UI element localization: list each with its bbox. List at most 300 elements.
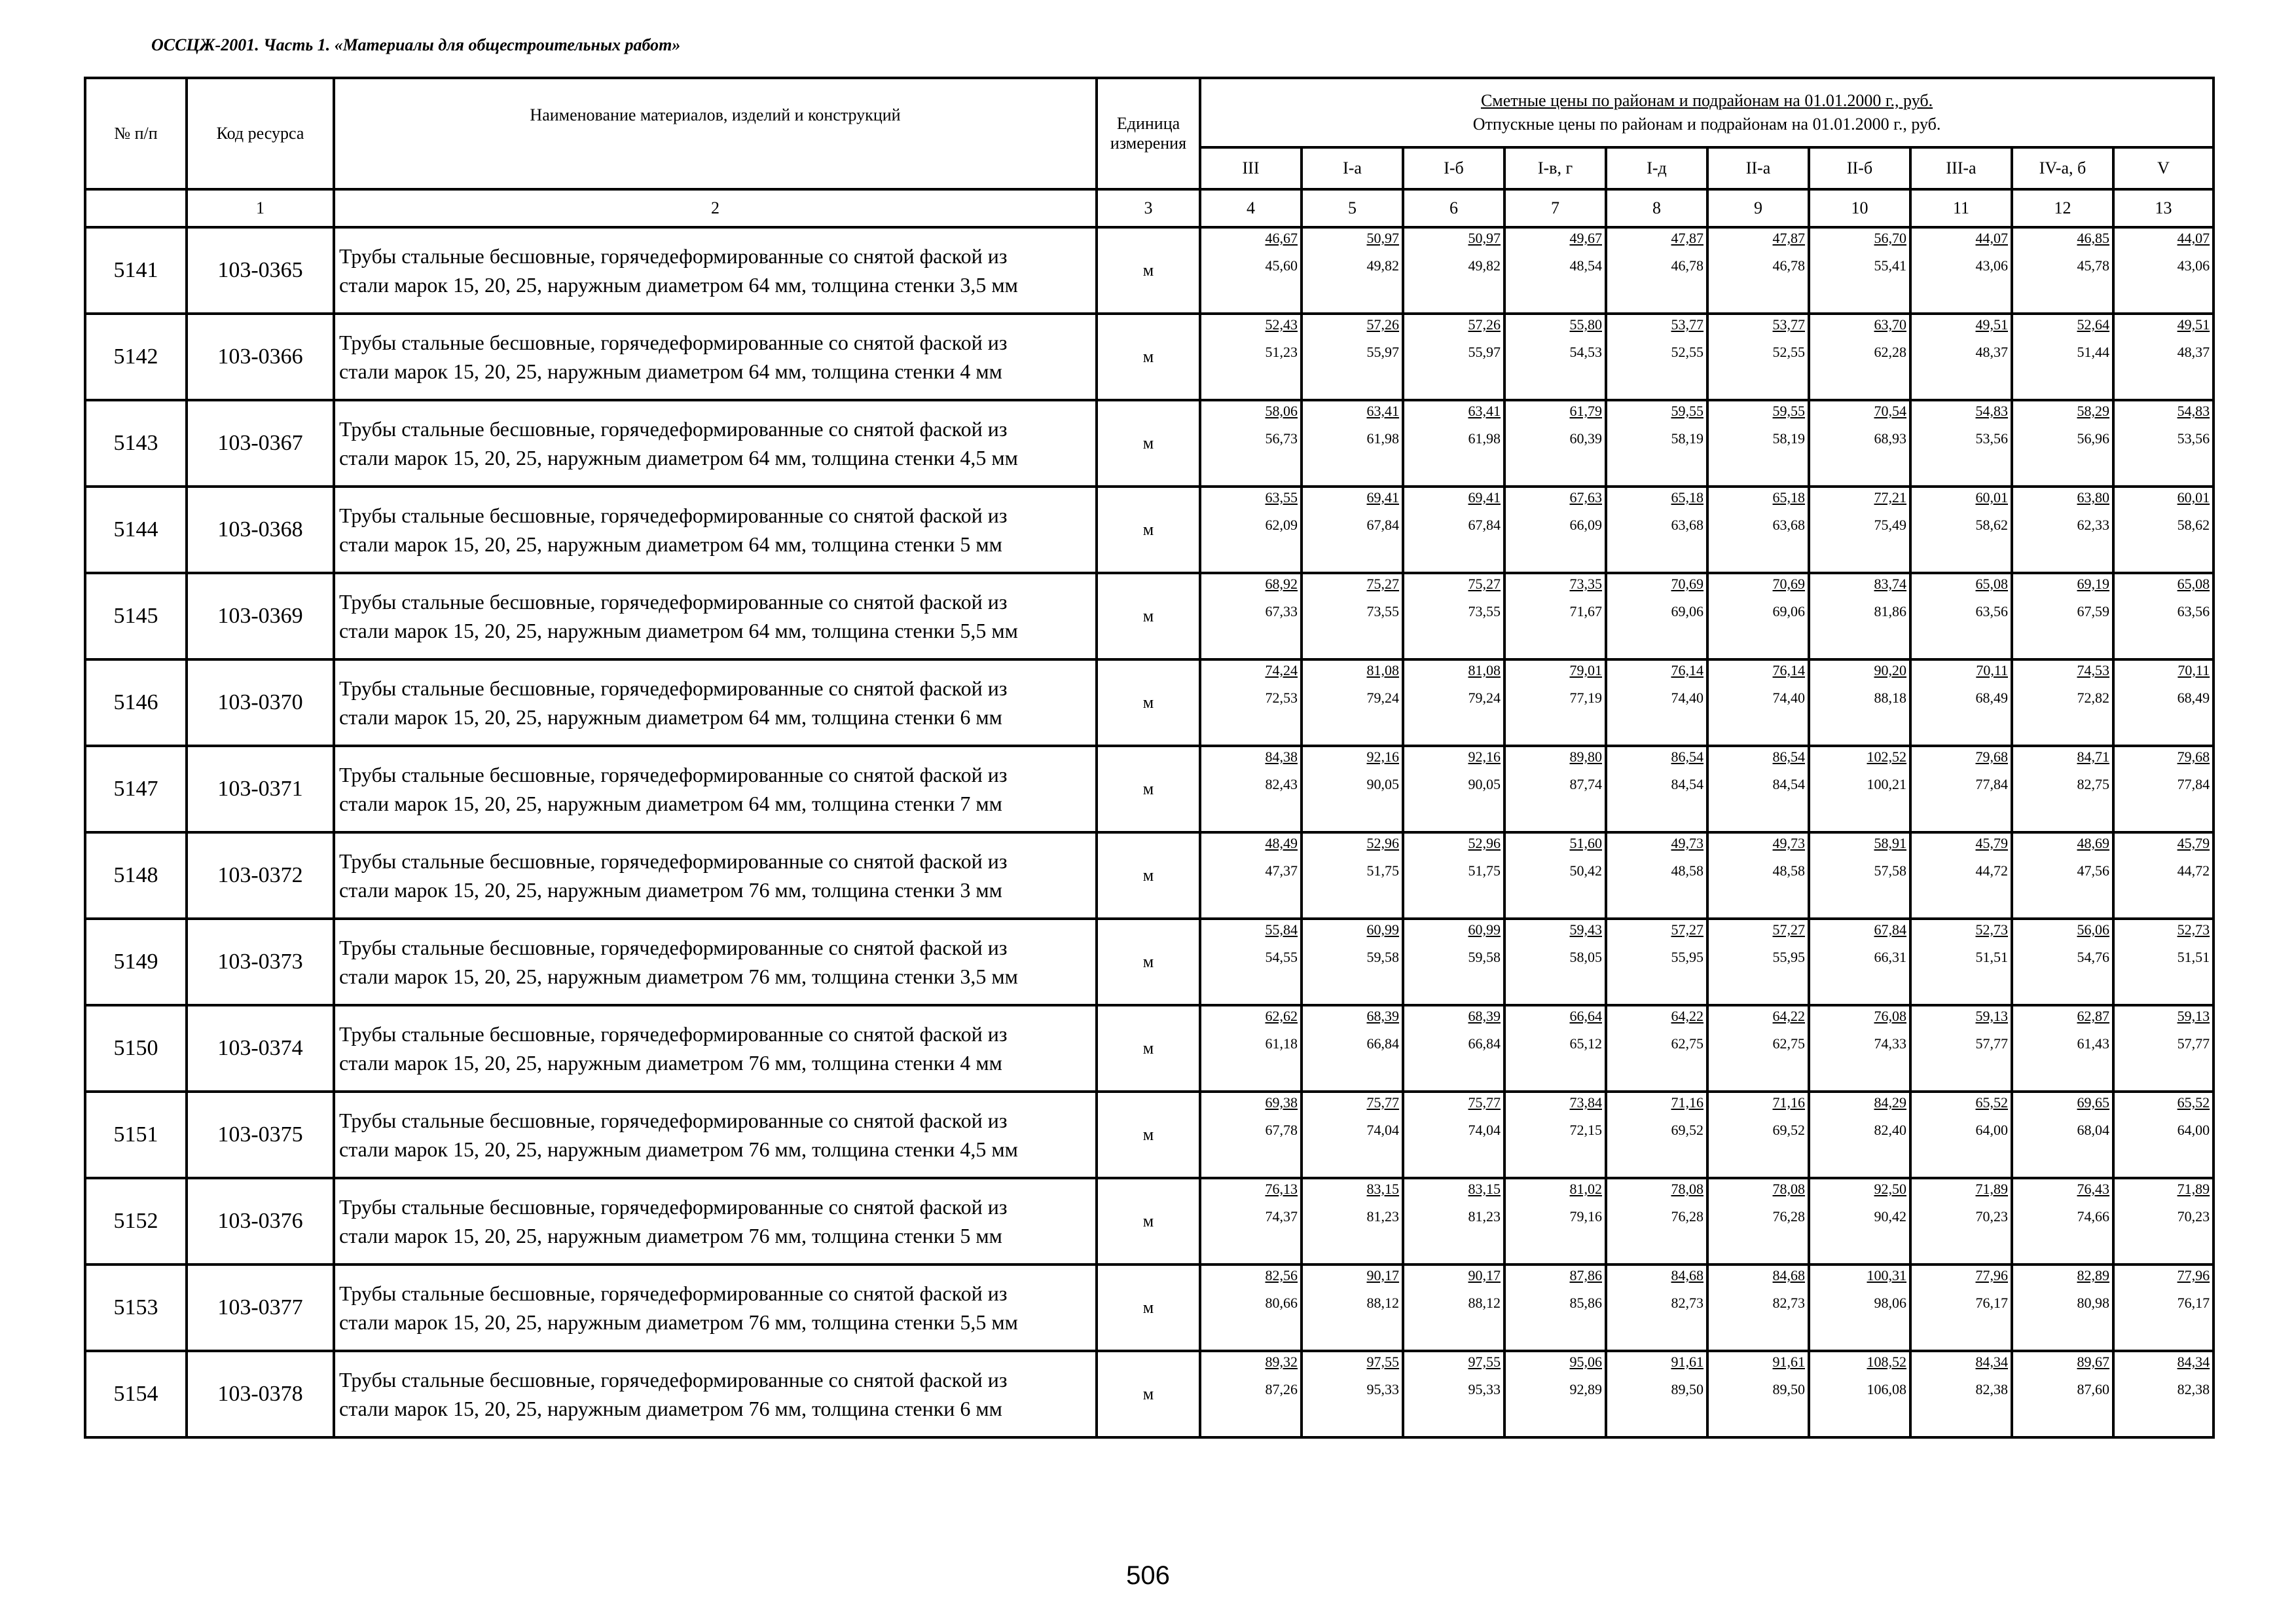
release-price: 80,66 [1265,1295,1298,1311]
unit: м [1097,832,1200,919]
price-cell [1403,400,1504,487]
estimate-price: 92,16 [1468,748,1501,765]
release-price: 43,06 [1975,257,2008,274]
release-price: 57,77 [1975,1035,2008,1052]
price-cell [1302,919,1403,1005]
estimate-price: 69,41 [1366,489,1399,506]
release-price: 79,16 [1569,1208,1602,1225]
price-cell [1606,832,1707,919]
release-price: 90,42 [1874,1208,1906,1225]
estimate-price: 49,73 [1772,835,1805,851]
estimate-price: 86,54 [1671,748,1704,765]
header-name: Наименование материалов, изделий и конструкций [334,78,1097,189]
release-price: 70,23 [2177,1208,2210,1225]
release-price: 45,78 [2077,257,2109,274]
header-region: I-д [1606,147,1707,189]
release-price: 82,73 [1671,1295,1704,1311]
column-number: 10 [1809,189,1910,227]
material-name [334,1264,1097,1351]
release-price: 73,55 [1468,603,1501,619]
row-number: 5146 [85,659,187,746]
row-number: 5153 [85,1264,187,1351]
table-row [85,1005,2214,1092]
estimate-price: 95,06 [1569,1354,1602,1370]
release-price: 75,49 [1874,517,1906,533]
estimate-price: 70,69 [1772,576,1805,592]
release-price: 74,04 [1366,1122,1399,1138]
price-cell [1302,400,1403,487]
column-number: 8 [1606,189,1707,227]
release-price: 72,15 [1569,1122,1602,1138]
release-price: 66,31 [1874,949,1906,965]
row-number: 5141 [85,227,187,314]
estimate-price: 75,77 [1468,1094,1501,1111]
table-row [85,1092,2214,1178]
estimate-price: 57,26 [1366,316,1399,333]
price-cell [1606,400,1707,487]
release-price: 89,50 [1772,1381,1805,1397]
price-cell [1910,1005,2012,1092]
estimate-price: 67,63 [1569,489,1602,506]
row-number: 5154 [85,1351,187,1437]
table-body [85,227,2214,1437]
price-cell [1809,573,1910,659]
price-cell [1606,1005,1707,1092]
row-number: 5144 [85,487,187,573]
release-price: 51,75 [1366,862,1399,879]
material-name-line2: стали марок 15, 20, 25, наружным диаметром 64 мм, толщина стенки 5,5 мм [339,619,1018,642]
resource-code: 103-0370 [187,659,334,746]
release-price: 59,58 [1366,949,1399,965]
release-price: 48,37 [1975,344,2008,360]
estimate-price: 78,08 [1772,1181,1805,1197]
price-cell [2113,1005,2214,1092]
unit: м [1097,919,1200,1005]
release-price: 85,86 [1569,1295,1602,1311]
price-cell [2012,314,2113,400]
release-price: 81,86 [1874,603,1906,619]
price-cell [2012,659,2113,746]
price-cell [1809,1092,1910,1178]
release-price: 67,78 [1265,1122,1298,1138]
release-price: 77,19 [1569,690,1602,706]
release-price: 74,04 [1468,1122,1501,1138]
price-cell [1403,919,1504,1005]
estimate-price: 84,68 [1772,1267,1805,1283]
unit: м [1097,746,1200,832]
estimate-price: 52,73 [2177,921,2210,938]
price-cell [1809,314,1910,400]
estimate-price: 83,15 [1366,1181,1399,1197]
release-price: 51,51 [2177,949,2210,965]
release-price: 47,56 [2077,862,2109,879]
material-name-line2: стали марок 15, 20, 25, наружным диаметром 76 мм, толщина стенки 3 мм [339,878,1002,902]
estimate-price: 44,07 [1975,230,2008,246]
price-cell [1302,227,1403,314]
price-cell [1910,1178,2012,1264]
estimate-price: 54,83 [1975,403,2008,419]
price-cell [1707,1264,1809,1351]
price-cell [1707,1005,1809,1092]
release-price: 66,84 [1366,1035,1399,1052]
material-name-line2: стали марок 15, 20, 25, наружным диаметром 76 мм, толщина стенки 5 мм [339,1224,1002,1247]
release-price: 53,56 [1975,430,2008,447]
release-price: 88,12 [1366,1295,1399,1311]
estimate-price: 83,15 [1468,1181,1501,1197]
price-cell [2012,746,2113,832]
price-cell [1403,659,1504,746]
price-cell [2012,1092,2113,1178]
release-price: 52,55 [1772,344,1805,360]
price-cell [1910,487,2012,573]
estimate-price: 49,51 [1975,316,2008,333]
table-row [85,746,2214,832]
release-price: 74,33 [1874,1035,1906,1052]
material-name [334,1092,1097,1178]
estimate-price: 50,97 [1366,230,1399,246]
row-number: 5151 [85,1092,187,1178]
release-price: 90,05 [1366,776,1399,792]
price-cell [1403,1178,1504,1264]
price-cell [1200,573,1302,659]
estimate-price: 56,06 [2077,921,2109,938]
resource-code: 103-0369 [187,573,334,659]
estimate-price: 45,79 [1975,835,2008,851]
release-price: 59,58 [1468,949,1501,965]
estimate-price: 75,27 [1366,576,1399,592]
table-row [85,400,2214,487]
release-price: 57,77 [2177,1035,2210,1052]
material-name-line1: Трубы стальные бесшовные, горячедеформированные со снятой фаской из [339,936,1008,959]
price-cell [1809,1178,1910,1264]
estimate-price: 75,27 [1468,576,1501,592]
estimate-price: 90,17 [1468,1267,1501,1283]
price-cell [1403,1005,1504,1092]
release-price: 45,60 [1265,257,1298,274]
material-name-line1: Трубы стальные бесшовные, горячедеформированные со снятой фаской из [339,1109,1008,1132]
release-price: 61,43 [2077,1035,2109,1052]
price-cell [1302,1351,1403,1437]
estimate-price: 52,73 [1975,921,2008,938]
release-price: 50,42 [1569,862,1602,879]
release-price: 61,98 [1468,430,1501,447]
estimate-price: 59,43 [1569,921,1602,938]
header-region: I-а [1302,147,1403,189]
price-cell [1200,227,1302,314]
estimate-price: 77,96 [2177,1267,2210,1283]
release-price: 44,72 [1975,862,2008,879]
estimate-price: 55,84 [1265,921,1298,938]
estimate-price: 69,19 [2077,576,2109,592]
header-unit-line2: измерения [1110,134,1187,153]
column-number: 1 [187,189,334,227]
release-price: 51,44 [2077,344,2109,360]
material-name [334,573,1097,659]
row-number: 5142 [85,314,187,400]
release-price: 72,82 [2077,690,2109,706]
price-cell [1707,919,1809,1005]
release-price: 64,00 [1975,1122,2008,1138]
estimate-price: 67,84 [1874,921,1906,938]
estimate-price: 70,11 [1976,662,2008,678]
price-cell [1200,659,1302,746]
material-name-line2: стали марок 15, 20, 25, наружным диаметром 64 мм, толщина стенки 3,5 мм [339,273,1018,297]
release-price: 63,56 [2177,603,2210,619]
release-price: 56,96 [2077,430,2109,447]
price-cell [1302,314,1403,400]
price-cell [1403,573,1504,659]
price-cell [1200,746,1302,832]
price-cell [1809,832,1910,919]
price-cell [1302,1178,1403,1264]
price-cell [1606,746,1707,832]
release-price: 48,54 [1569,257,1602,274]
estimate-price: 58,91 [1874,835,1906,851]
column-number-row [85,189,2214,227]
column-number: 9 [1707,189,1809,227]
unit: м [1097,1351,1200,1437]
release-price: 58,62 [1975,517,2008,533]
price-cell [2113,487,2214,573]
price-cell [1707,400,1809,487]
release-price: 55,95 [1772,949,1805,965]
table-row [85,832,2214,919]
price-cell [1302,1005,1403,1092]
release-price: 82,43 [1265,776,1298,792]
release-price: 74,40 [1772,690,1805,706]
price-cell [1403,314,1504,400]
estimate-price: 70,54 [1874,403,1906,419]
estimate-price: 69,38 [1265,1094,1298,1111]
release-price: 81,23 [1468,1208,1501,1225]
price-cell [1302,487,1403,573]
release-price: 67,84 [1366,517,1399,533]
price-cell [1707,832,1809,919]
estimate-price: 47,87 [1671,230,1704,246]
estimate-price: 82,56 [1265,1267,1298,1283]
column-number: 6 [1403,189,1504,227]
estimate-price: 90,20 [1874,662,1906,678]
unit: м [1097,400,1200,487]
header-region: I-в, г [1504,147,1606,189]
estimate-price: 44,07 [2177,230,2210,246]
release-price: 82,75 [2077,776,2109,792]
price-cell [1200,1178,1302,1264]
release-price: 82,73 [1772,1295,1805,1311]
price-cell [1200,487,1302,573]
estimate-price: 54,83 [2177,403,2210,419]
row-number: 5149 [85,919,187,1005]
estimate-price: 49,51 [2177,316,2210,333]
release-price: 100,21 [1867,776,1906,792]
estimate-price: 76,14 [1671,662,1704,678]
estimate-price: 63,55 [1265,489,1298,506]
price-cell [1606,659,1707,746]
price-cell [1910,659,2012,746]
price-cell [2113,227,2214,314]
release-price: 43,06 [2177,257,2210,274]
estimate-price: 77,96 [1975,1267,2008,1283]
release-price: 80,98 [2077,1295,2109,1311]
price-cell [1707,746,1809,832]
release-price: 49,82 [1468,257,1501,274]
release-price: 90,05 [1468,776,1501,792]
price-cell [2113,400,2214,487]
release-price: 95,33 [1468,1381,1501,1397]
estimate-price: 65,52 [2177,1094,2210,1111]
column-number: 4 [1200,189,1302,227]
price-cell [2012,227,2113,314]
resource-code: 103-0377 [187,1264,334,1351]
header-region: IV-а, б [2012,147,2113,189]
estimate-price: 74,24 [1265,662,1298,678]
release-price: 81,23 [1366,1208,1399,1225]
release-price: 47,37 [1265,862,1298,879]
row-number: 5148 [85,832,187,919]
estimate-price: 76,43 [2077,1181,2109,1197]
material-name [334,314,1097,400]
release-price: 74,40 [1671,690,1704,706]
estimate-price: 69,65 [2077,1094,2109,1111]
release-price: 82,38 [1975,1381,2008,1397]
material-name [334,832,1097,919]
estimate-price: 68,92 [1265,576,1298,592]
column-number-empty [85,189,187,227]
header-region: III [1200,147,1302,189]
estimate-price: 71,89 [1975,1181,2008,1197]
release-price: 74,37 [1265,1208,1298,1225]
resource-code: 103-0372 [187,832,334,919]
estimate-price: 49,73 [1671,835,1704,851]
estimate-price: 53,77 [1772,316,1805,333]
price-table [84,77,2215,1439]
release-price: 51,75 [1468,862,1501,879]
price-cell [1910,573,2012,659]
header-release-prices: Отпускные цены по районам и подрайонам на 01.01.2000 г., руб. [1472,115,1941,134]
price-cell [1504,227,1606,314]
material-name-line1: Трубы стальные бесшовные, горячедеформированные со снятой фаской из [339,849,1008,873]
estimate-price: 46,85 [2077,230,2109,246]
release-price: 76,28 [1772,1208,1805,1225]
price-cell [1910,400,2012,487]
estimate-price: 68,39 [1468,1008,1501,1024]
estimate-price: 58,29 [2077,403,2109,419]
price-cell [1200,832,1302,919]
price-cell [1910,746,2012,832]
release-price: 55,97 [1468,344,1501,360]
release-price: 70,23 [1975,1208,2008,1225]
header-region: I-б [1403,147,1504,189]
release-price: 67,33 [1265,603,1298,619]
release-price: 69,52 [1671,1122,1704,1138]
resource-code: 103-0375 [187,1092,334,1178]
resource-code: 103-0374 [187,1005,334,1092]
release-price: 56,73 [1265,430,1298,447]
price-cell [2012,400,2113,487]
estimate-price: 79,68 [2177,748,2210,765]
release-price: 62,75 [1772,1035,1805,1052]
estimate-price: 74,53 [2077,662,2109,678]
unit: м [1097,314,1200,400]
row-number: 5152 [85,1178,187,1264]
estimate-price: 60,01 [1975,489,2008,506]
release-price: 44,72 [2177,862,2210,879]
estimate-price: 79,01 [1569,662,1602,678]
release-price: 55,95 [1671,949,1704,965]
release-price: 67,59 [2077,603,2109,619]
release-price: 106,08 [1867,1381,1906,1397]
material-name-line1: Трубы стальные бесшовные, горячедеформированные со снятой фаской из [339,1195,1008,1219]
material-name-line1: Трубы стальные бесшовные, горячедеформированные со снятой фаской из [339,1282,1008,1305]
release-price: 58,19 [1671,430,1704,447]
estimate-price: 52,64 [2077,316,2109,333]
release-price: 74,66 [2077,1208,2109,1225]
estimate-price: 66,64 [1569,1008,1602,1024]
release-price: 57,58 [1874,862,1906,879]
table-row [85,227,2214,314]
estimate-price: 91,61 [1671,1354,1704,1370]
release-price: 92,89 [1569,1381,1602,1397]
price-cell [2113,746,2214,832]
table-row [85,314,2214,400]
price-cell [1504,400,1606,487]
estimate-price: 73,84 [1569,1094,1602,1111]
material-name [334,1005,1097,1092]
header-region: III-а [1910,147,2012,189]
price-cell [1504,832,1606,919]
price-cell [1403,832,1504,919]
release-price: 48,58 [1671,862,1704,879]
release-price: 77,84 [1975,776,2008,792]
price-cell [1606,487,1707,573]
resource-code: 103-0368 [187,487,334,573]
release-price: 79,24 [1366,690,1399,706]
release-price: 69,06 [1671,603,1704,619]
release-price: 69,52 [1772,1122,1805,1138]
estimate-price: 83,74 [1874,576,1906,592]
release-price: 68,93 [1874,430,1906,447]
estimate-price: 87,86 [1569,1267,1602,1283]
estimate-price: 59,13 [2177,1008,2210,1024]
material-name [334,746,1097,832]
material-name [334,659,1097,746]
price-cell [1504,1351,1606,1437]
unit: м [1097,1092,1200,1178]
release-price: 98,06 [1874,1295,1906,1311]
release-price: 72,53 [1265,690,1298,706]
price-cell [2113,919,2214,1005]
estimate-price: 52,96 [1468,835,1501,851]
header-code: Код ресурса [187,78,334,189]
price-cell [1809,919,1910,1005]
release-price: 88,12 [1468,1295,1501,1311]
column-number: 11 [1910,189,2012,227]
estimate-price: 65,18 [1772,489,1805,506]
material-name-line1: Трубы стальные бесшовные, горячедеформированные со снятой фаской из [339,763,1008,786]
price-cell [2113,1351,2214,1437]
price-cell [1504,659,1606,746]
release-price: 54,53 [1569,344,1602,360]
page-number: 506 [1126,1561,1170,1590]
price-cell [1504,314,1606,400]
estimate-price: 59,55 [1671,403,1704,419]
resource-code: 103-0371 [187,746,334,832]
resource-code: 103-0366 [187,314,334,400]
estimate-price: 48,69 [2077,835,2109,851]
estimate-price: 89,67 [2077,1354,2109,1370]
estimate-price: 51,60 [1569,835,1602,851]
price-cell [1606,1264,1707,1351]
